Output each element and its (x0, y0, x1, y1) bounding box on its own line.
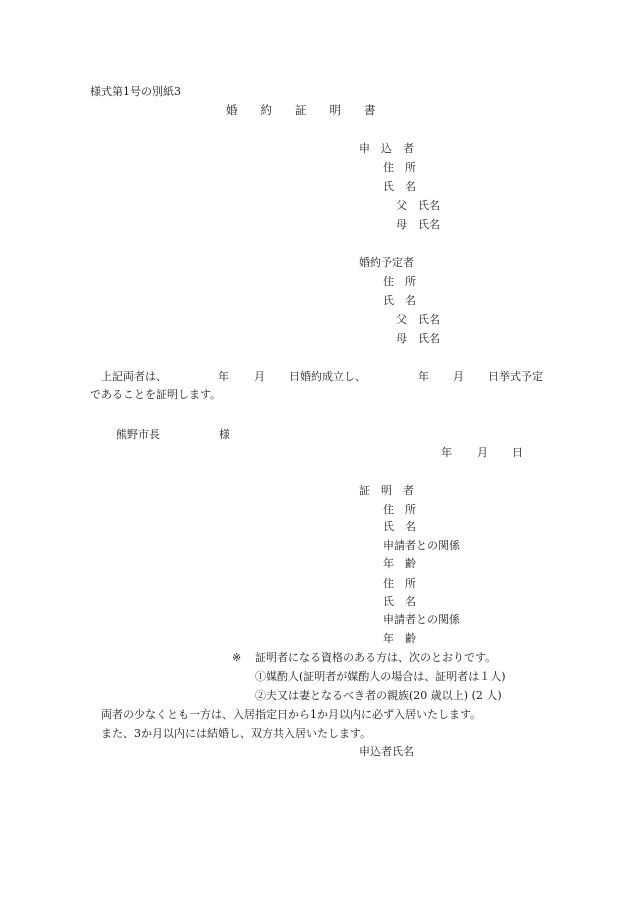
certifier-1-age-label: 年 齢 (383, 557, 416, 570)
addressee-honorific: 様 (219, 428, 230, 441)
date-day: 日 (512, 446, 523, 459)
statement-year-2: 年 (418, 370, 429, 383)
certifier-2-address-label: 住 所 (383, 577, 416, 590)
statement-month-2: 月 (453, 370, 464, 383)
addressee-name: 熊野市長 (116, 428, 160, 441)
pledge-line-2: また、3か月以内には結婚し、双方共入居いたします。 (101, 727, 372, 740)
statement-line-2: であることを証明します。 (90, 388, 222, 401)
form-number: 様式第1号の別紙3 (90, 85, 181, 98)
fiance-heading: 婚約予定者 (359, 256, 414, 269)
fiance-address-label: 住 所 (383, 275, 416, 288)
fiance-name-label: 氏 名 (383, 294, 416, 307)
certifier-2-name-label: 氏 名 (383, 595, 416, 608)
pledge-line-1: 両者の少なくとも一方は、入居指定日から1か月以内に必ず入居いたします。 (101, 708, 482, 721)
statement-year-1: 年 (218, 370, 229, 383)
note-line-1: 証明者になる資格のある方は、次のとおりです。 (255, 651, 497, 664)
certifier-1-address-label: 住 所 (383, 503, 416, 516)
date-year: 年 (441, 446, 452, 459)
certifier-2-relation-label: 申請者との関係 (383, 613, 460, 626)
applicant-address-label: 住 所 (383, 161, 416, 174)
applicant-name-label: 氏 名 (383, 180, 416, 193)
applicant-heading: 申 込 者 (359, 142, 414, 155)
note-mark: ※ (232, 651, 242, 664)
note-item-2: ②夫又は妻となるべき者の親族(20 歳以上) (2 人) (255, 689, 502, 702)
certifier-heading: 証 明 者 (359, 484, 414, 497)
date-month: 月 (477, 446, 488, 459)
certifier-2-age-label: 年 齢 (383, 632, 416, 645)
fiance-mother-label: 母 氏名 (396, 332, 440, 345)
certifier-1-name-label: 氏 名 (383, 520, 416, 533)
statement-engaged: 日婚約成立し、 (289, 370, 366, 383)
statement-month-1: 月 (254, 370, 265, 383)
note-item-1: ①媒酌人(証明者が媒酌人の場合は、証明者は１人) (255, 670, 506, 683)
applicant-father-label: 父 氏名 (396, 199, 440, 212)
signature-label: 申込者氏名 (359, 745, 414, 758)
statement-ceremony: 日挙式予定 (488, 370, 543, 383)
fiance-father-label: 父 氏名 (396, 313, 440, 326)
applicant-mother-label: 母 氏名 (396, 218, 440, 231)
certifier-1-relation-label: 申請者との関係 (383, 539, 460, 552)
statement-lead: 上記両者は、 (101, 370, 167, 383)
document-title: 婚 約 証 明 書 (226, 103, 376, 117)
